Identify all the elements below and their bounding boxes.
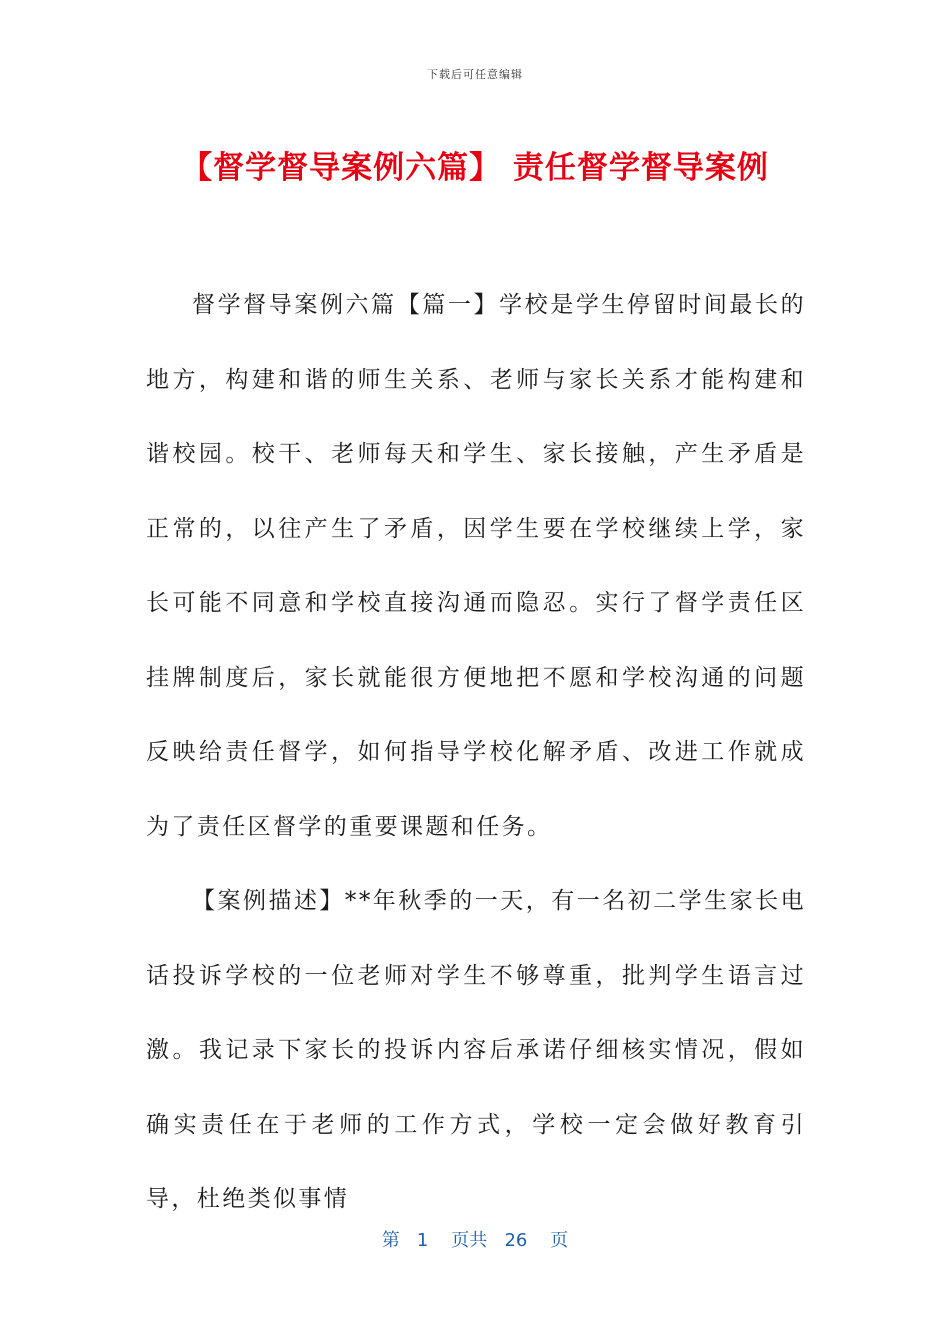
paragraph-1: 督学督导案例六篇【篇一】学校是学生停留时间最长的地方，构建和谐的师生关系、老师与家长关系才能构建和谐校园。校干、老师每天和学生、家长接触，产生矛盾是正常的，以往产生了矛盾，因学生要在学校继续上学，家长可能不同意和学校直接沟通而隐忍。实行了督学责任区挂牌制度后，家长就能很方便地把不愿和学校沟通的问题反映给责任督学，如何指导学校化解矛盾、改进工作就成为了责任区督学的重要课题和任务。 bbox=[146, 292, 806, 840]
page-footer bbox=[0, 1226, 950, 1252]
footer-prefix: 第 bbox=[381, 1230, 400, 1251]
footer-suffix: 页 bbox=[550, 1230, 569, 1251]
header-note: 下载后可任意编辑 bbox=[427, 68, 523, 81]
current-page-number: 1 bbox=[416, 1230, 429, 1251]
document-body bbox=[146, 268, 806, 1237]
document-title: 【督学督导案例六篇】 责任督学督导案例 bbox=[181, 150, 769, 186]
paragraph-2: 【案例描述】**年秋季的一天，有一名初二学生家长电话投诉学校的一位老师对学生不够尊重，批判学生语言过激。我记录下家长的投诉内容后承诺仔细核实情况，假如确实责任在于老师的工作方式，学校一定会做好教育引导，杜绝类似事情 bbox=[146, 888, 806, 1212]
total-pages-number: 26 bbox=[504, 1230, 528, 1251]
footer-middle: 页共 bbox=[451, 1230, 488, 1251]
